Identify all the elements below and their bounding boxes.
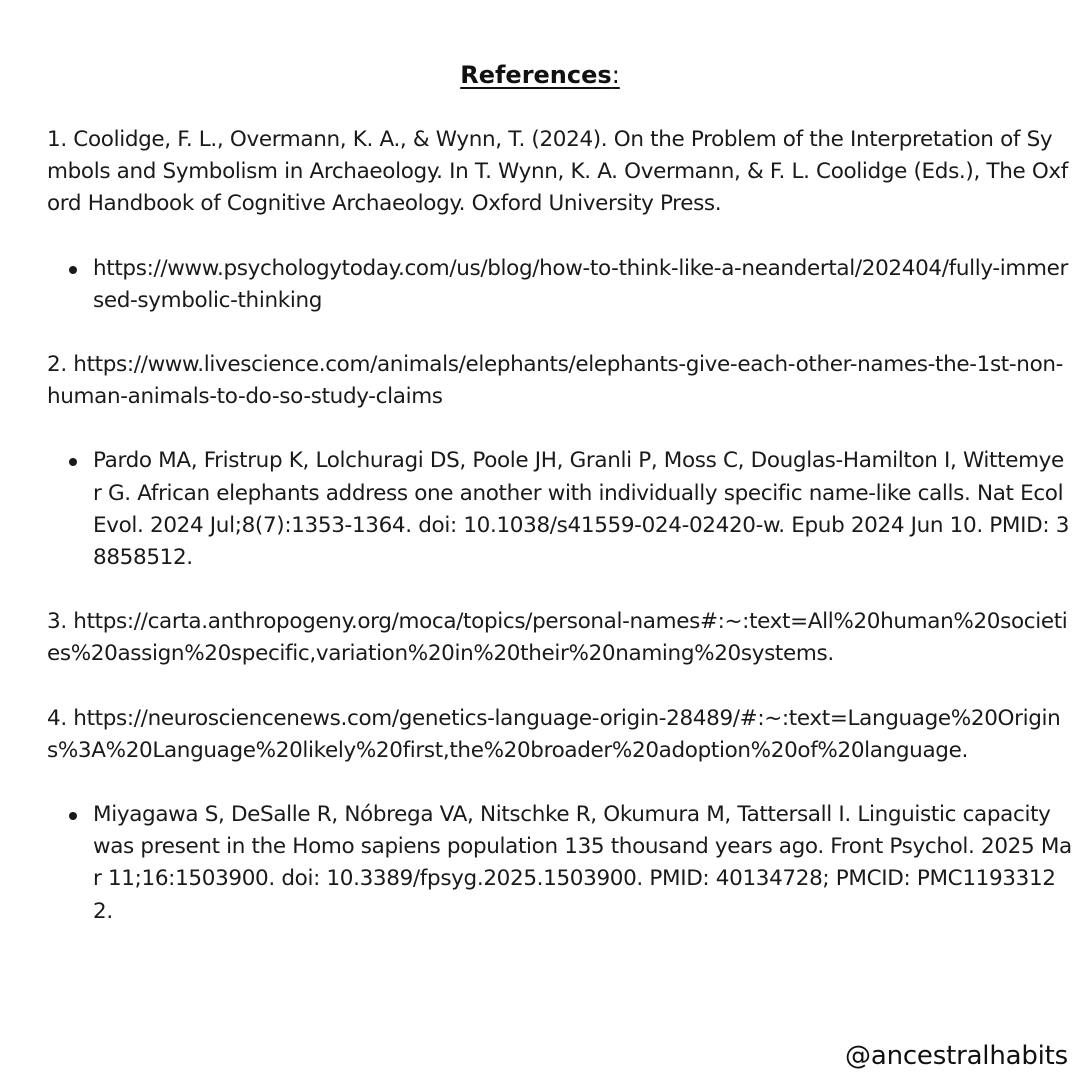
reference-4-bullet (47, 799, 1072, 928)
reference-4-bullet-text: Miyagawa S, DeSalle R, Nóbrega VA, Nitschke R, Okumura M, Tattersall I. Linguistic capacity was present in the Homo sapiens population 135 thousand years ago. Front Psychol. 2025 Mar 11;16:1503900. doi: 10.3389/fpsyg.2025.1503900. PMID: 40134728; PMCID: PMC11933122. (93, 802, 1072, 924)
heading-colon: : (611, 61, 620, 89)
reference-2: 2. https://www.livescience.com/animals/elephants/elephants-give-each-other-names-the-1st-non-human-animals-to-do-so-study-claims (47, 352, 1064, 410)
bullet-dot-icon (69, 458, 77, 466)
spacer (47, 767, 1072, 799)
reference-1-bullet-text: https://www.psychologytoday.com/us/blog/how-to-think-like-a-neandertal/202404/fully-immersed-symbolic-thinking (93, 255, 1068, 313)
bullet-dot-icon (69, 266, 77, 274)
reference-4-sublist (47, 799, 1072, 928)
reference-1-bullet (47, 253, 1072, 317)
reference-2-bullet (47, 445, 1072, 574)
page-heading (0, 58, 1080, 92)
spacer (47, 671, 1072, 703)
reference-1: 1. Coolidge, F. L., Overmann, K. A., & Wynn, T. (2024). On the Problem of the Interpretation of Symbols and Symbolism in Archaeology. In T. Wynn, K. A. Overmann, & F. L. Coolidge (Eds.), The Oxford Handbook of Cognitive Archaeology. Oxford University Press. (47, 127, 1069, 217)
bullet-dot-icon (69, 812, 77, 820)
heading-title: References (460, 61, 612, 89)
social-handle: @ancestralhabits (845, 1041, 1068, 1071)
spacer (47, 221, 1072, 253)
references-body (47, 124, 1072, 928)
reference-4: 4. https://neurosciencenews.com/genetics-language-origin-28489/#:~:text=Language%20Origins%3A%20Language%20likely%20first,the%20broader%20adoption%20of%20language. (47, 705, 1061, 763)
spacer (47, 574, 1072, 606)
reference-2-bullet-text: Pardo MA, Fristrup K, Lolchuragi DS, Poole JH, Granli P, Moss C, Douglas-Hamilton I, Wittemyer G. African elephants address one another with individually specific name-like calls. Nat Ecol Evol. 2024 Jul;8(7):1353-1364. doi: 10.1038/s41559-024-02420-w. Epub 2024 Jun 10. PMID: 38858512. (93, 448, 1070, 571)
reference-1-sublist (47, 253, 1072, 317)
spacer (47, 317, 1072, 349)
reference-2-sublist (47, 445, 1072, 574)
reference-3: 3. https://carta.anthropogeny.org/moca/topics/personal-names#:~:text=All%20human%20societies%20assign%20specific,variation%20in%20their%20naming%20systems. (47, 609, 1068, 667)
spacer (47, 413, 1072, 445)
